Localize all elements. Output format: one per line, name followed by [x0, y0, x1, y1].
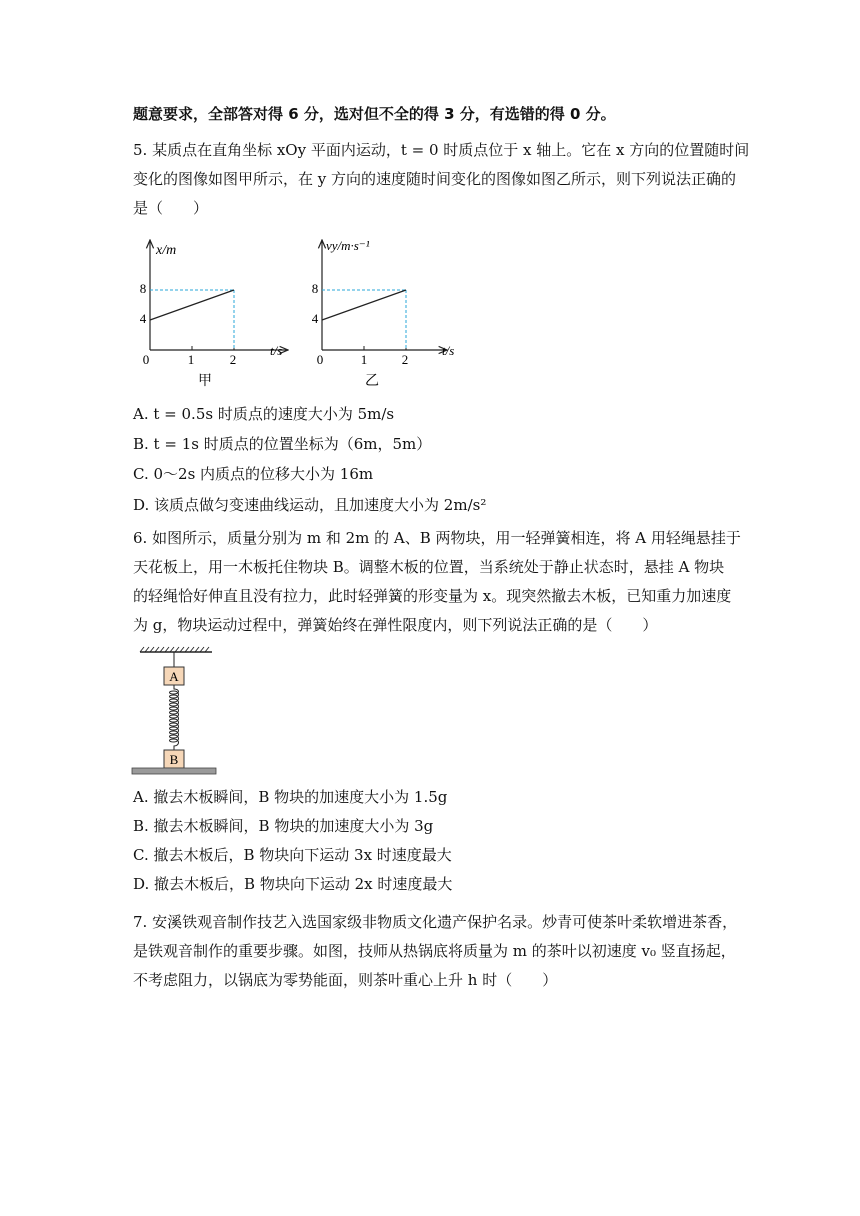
y-tick-4: 4: [139, 311, 147, 326]
y-axis-label: vy/m·s⁻¹: [326, 238, 370, 253]
block-a-label: A: [169, 669, 179, 684]
q5-option-b: B. t = 1s 时质点的位置坐标为（6m，5m）: [133, 435, 432, 453]
spring-figure: [128, 646, 224, 778]
q6-stem-line-3: 的轻绳恰好伸直且没有拉力，此时轻弹簧的形变量为 x。现突然撤去木板，已知重力加速度: [133, 587, 732, 605]
caption-jia: 甲: [198, 374, 212, 389]
q6-option-d: D. 撤去木板后，B 物块向下运动 2x 时速度最大: [133, 875, 453, 893]
x-tick-2: 2: [229, 352, 237, 367]
y-axis-label: x/m: [156, 243, 177, 258]
block-b-label: B: [169, 752, 179, 767]
graph-yi: [302, 232, 472, 392]
x-tick-1: 1: [360, 352, 368, 367]
y-tick-8: 8: [139, 281, 147, 296]
x-axis-label: t/s: [270, 343, 283, 358]
caption-yi: 乙: [365, 374, 379, 389]
q5-stem-line-3: 是（ ）: [133, 199, 209, 217]
data-line: [322, 290, 406, 320]
x-axis-label: t/s: [442, 343, 455, 358]
q6-stem-line-4: 为 g，物块运动过程中，弹簧始终在弹性限度内，则下列说法正确的是（ ）: [133, 616, 658, 634]
section-instruction: 题意要求，全部答对得 6 分，选对但不全的得 3 分，有选错的得 0 分。: [133, 105, 616, 123]
y-tick-4: 4: [311, 311, 319, 326]
q5-stem-line-1: 5. 某质点在直角坐标 xOy 平面内运动，t = 0 时质点位于 x 轴上。它在 x 方向的位置随时间: [133, 141, 750, 159]
q7-stem-line-2: 是铁观音制作的重要步骤。如图，技师从热锅底将质量为 m 的茶叶以初速度 v₀ 竖直扬起，: [133, 942, 736, 960]
q5-option-d: D. 该质点做匀变速曲线运动，且加速度大小为 2m/s²: [133, 496, 487, 514]
x-tick-0: 0: [316, 352, 324, 367]
q6-option-a: A. 撤去木板瞬间，B 物块的加速度大小为 1.5g: [133, 788, 448, 806]
q5-stem-line-2: 变化的图像如图甲所示，在 y 方向的速度随时间变化的图像如图乙所示，则下列说法正确的: [133, 170, 737, 188]
q5-option-c: C. 0～2s 内质点的位移大小为 16m: [133, 465, 374, 483]
wooden-board: [132, 768, 216, 774]
y-tick-8: 8: [311, 281, 319, 296]
q6-stem-line-1: 6. 如图所示，质量分别为 m 和 2m 的 A、B 两物块，用一轻弹簧相连，将 A 用轻绳悬挂于: [133, 529, 741, 547]
x-tick-0: 0: [142, 352, 150, 367]
data-line: [150, 290, 234, 320]
x-tick-2: 2: [401, 352, 409, 367]
q6-stem-line-2: 天花板上，用一木板托住物块 B。调整木板的位置，当系统处于静止状态时，悬挂 A 物块: [133, 558, 725, 576]
spring: [170, 685, 179, 750]
q6-option-c: C. 撤去木板后，B 物块向下运动 3x 时速度最大: [133, 846, 452, 864]
q5-option-a: A. t = 0.5s 时质点的速度大小为 5m/s: [133, 405, 395, 423]
q6-option-b: B. 撤去木板瞬间，B 物块的加速度大小为 3g: [133, 817, 434, 835]
x-tick-1: 1: [187, 352, 195, 367]
ceiling-hatch: [140, 647, 209, 652]
graph-jia: [130, 232, 300, 392]
q7-stem-line-3: 不考虑阻力，以锅底为零势能面，则茶叶重心上升 h 时（ ）: [133, 971, 558, 989]
q7-stem-line-1: 7. 安溪铁观音制作技艺入选国家级非物质文化遗产保护名录。炒青可使茶叶柔软增进茶香，: [133, 913, 738, 931]
